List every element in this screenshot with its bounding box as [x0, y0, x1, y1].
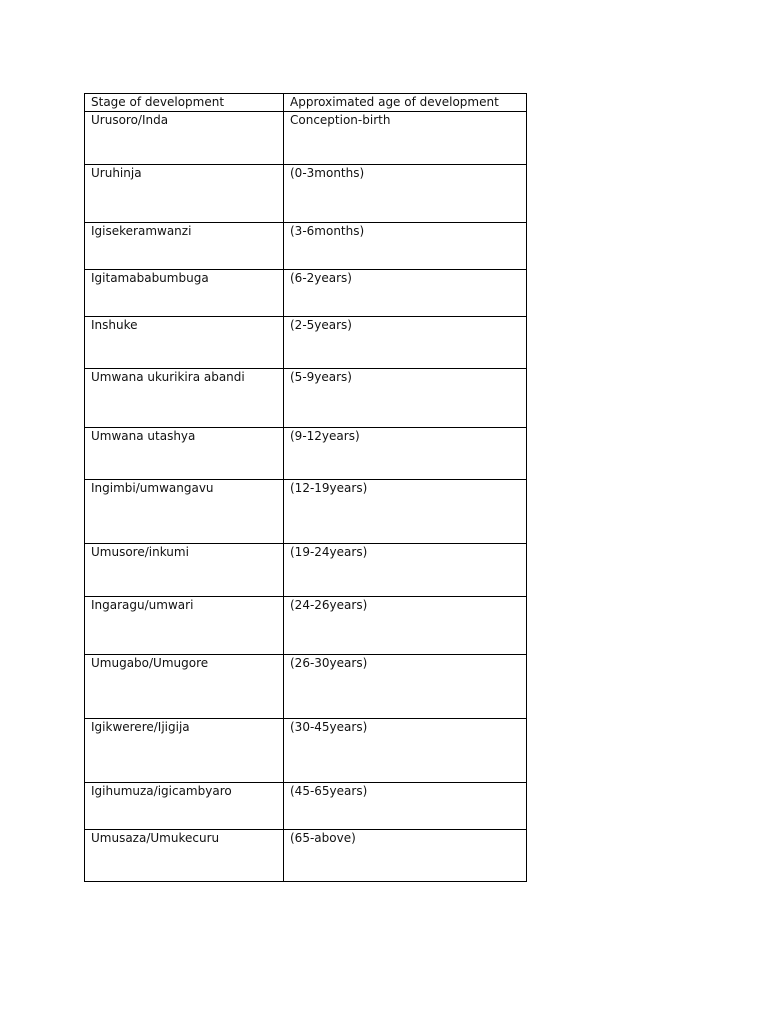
- stage-cell: Ingimbi/umwangavu: [85, 480, 284, 544]
- table-row: [85, 480, 527, 544]
- age-cell: (2-5years): [284, 317, 527, 369]
- age-cell: Conception-birth: [284, 112, 527, 165]
- age-cell: (12-19years): [284, 480, 527, 544]
- header-stage: Stage of development: [85, 94, 284, 112]
- table-row: [85, 428, 527, 480]
- stage-cell: Igihumuza/igicambyaro: [85, 783, 284, 830]
- table-row: [85, 544, 527, 597]
- stage-cell: Umusaza/Umukecuru: [85, 830, 284, 882]
- age-cell: (65-above): [284, 830, 527, 882]
- stage-cell: Igisekeramwanzi: [85, 223, 284, 270]
- table-row: [85, 223, 527, 270]
- table-row: [85, 783, 527, 830]
- age-cell: (5-9years): [284, 369, 527, 428]
- age-cell: (3-6months): [284, 223, 527, 270]
- stage-cell: Umugabo/Umugore: [85, 655, 284, 719]
- age-cell: (9-12years): [284, 428, 527, 480]
- age-cell: (0-3months): [284, 165, 527, 223]
- stage-cell: Urusoro/Inda: [85, 112, 284, 165]
- table-row: [85, 369, 527, 428]
- age-cell: (19-24years): [284, 544, 527, 597]
- stage-cell: Umusore/inkumi: [85, 544, 284, 597]
- table-header-row: [85, 94, 527, 112]
- header-age: Approximated age of development: [284, 94, 527, 112]
- table-row: [85, 719, 527, 783]
- age-cell: (26-30years): [284, 655, 527, 719]
- stage-cell: Ingaragu/umwari: [85, 597, 284, 655]
- stage-cell: Igitamababumbuga: [85, 270, 284, 317]
- stage-cell: Umwana ukurikira abandi: [85, 369, 284, 428]
- age-cell: (6-2years): [284, 270, 527, 317]
- stage-cell: Igikwerere/Ijigija: [85, 719, 284, 783]
- table-row: [85, 655, 527, 719]
- table-row: [85, 112, 527, 165]
- table-row: [85, 165, 527, 223]
- age-cell: (30-45years): [284, 719, 527, 783]
- stage-cell: Uruhinja: [85, 165, 284, 223]
- age-cell: (24-26years): [284, 597, 527, 655]
- development-stages-table: [84, 93, 527, 882]
- stage-cell: Inshuke: [85, 317, 284, 369]
- table-row: [85, 317, 527, 369]
- table-row: [85, 830, 527, 882]
- age-cell: (45-65years): [284, 783, 527, 830]
- stage-cell: Umwana utashya: [85, 428, 284, 480]
- table-row: [85, 270, 527, 317]
- table-row: [85, 597, 527, 655]
